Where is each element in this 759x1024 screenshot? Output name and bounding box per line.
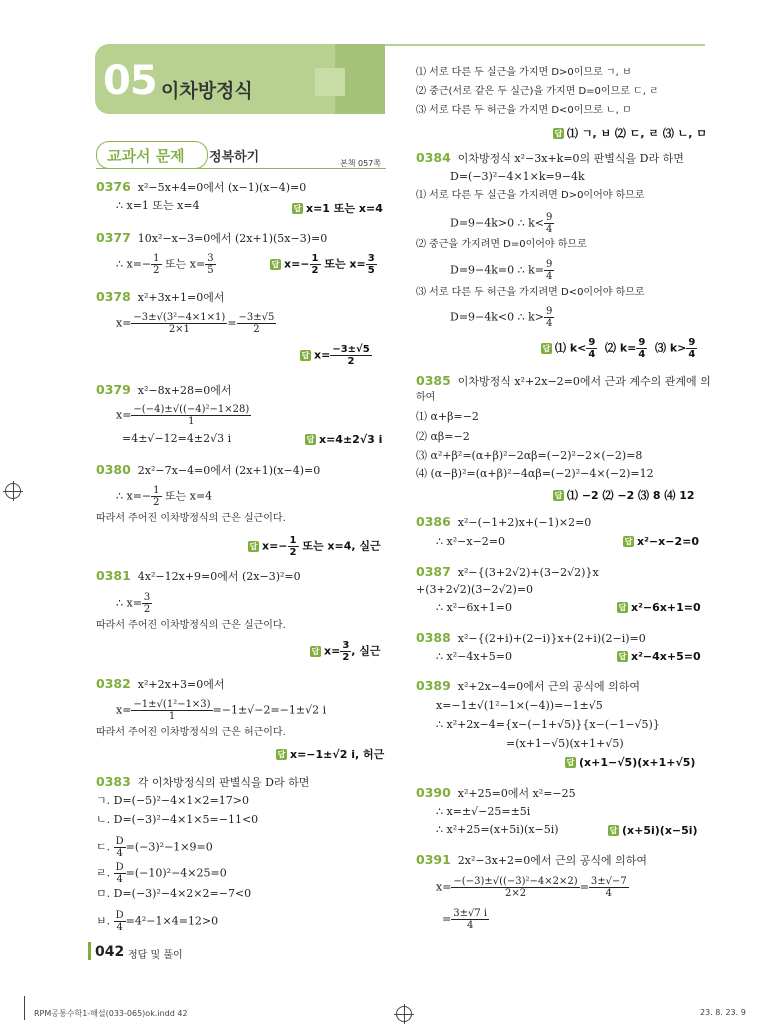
solution-line: ⑵ 중근(서로 같은 두 실근)을 가지면 D=0이므로 ㄷ, ㄹ [416,86,659,97]
answer: 답 x= $\frac{-3\pm√5}{2}$ [301,344,370,367]
answer: 답 x=−1±√2 i, 허근 [277,748,385,761]
solution-line: =(x+1−√5)(x+1+√5) [506,737,624,750]
solution-line: = $\frac{3\pm√7 i}{4}$ [442,908,488,931]
solution-line: =4±√−12=4±2√3 i [122,432,232,445]
problem-number: 0377 [96,230,131,245]
solution-line: x= $\frac{\text{−3±√(3²−4×1×1)}}{2\times 1}$ = $\frac{-3\pm√5}{2}$ [116,312,275,335]
problem-number: 0386 [416,514,451,529]
answer: 답 x²−4x+5=0 [618,650,701,663]
problem-number: 0376 [96,179,131,194]
solution-line: ㅂ. $\frac{D}{4}$ =4²−1×4=12>0 [96,910,219,933]
solution-text: 2x²−3x+2=0에서 근의 공식에 의하여 [457,854,648,867]
solution-line: ∴ x²+2x−4={x−(−1+√5)}{x−(−1−√5)} [436,718,660,731]
fraction: $\frac{9}{4}$ [546,306,553,329]
problem-line [416,853,647,868]
fraction: $\frac{3}{2}$ [143,592,151,615]
answer-icon: 답 [293,204,302,213]
solution-line: x= $\frac{\text{−1±√(1²−1×3)}}{1}$ =−1±√−2=−1±√2 i [116,699,327,722]
solution-line: D=9−4k=0 ∴ k= $\frac{9}{4}$ [450,259,553,282]
problem-line [96,290,225,305]
problem-line [96,180,306,195]
fraction: $\frac{3\pm√-7}{4}$ [590,876,627,899]
answer: 답 ⑴ −2 ⑵ −2 ⑶ 8 ⑷ 12 [554,489,695,502]
problem-number: 0389 [416,678,451,693]
solution-line: ㄱ. D=(−5)²−4×1×2=17>0 [96,794,249,807]
solution-line: ㄷ. $\frac{D}{4}$ =(−3)²−1×9=0 [96,836,213,859]
problem-line [96,231,327,246]
solution-text: 4x²−12x+9=0에서 (2x−3)²=0 [137,570,301,583]
solution-line: ⑴ 서로 다른 두 실근을 가지려면 D>0이어야 하므로 [416,190,645,201]
solution-text: 2x²−7x−4=0에서 (2x+1)(x−4)=0 [137,464,321,477]
section-header [96,141,260,169]
solution-line: ⑴ α+β=−2 [416,410,479,423]
chapter-banner [95,44,385,114]
fraction: $\frac{1}{2}$ [153,485,160,508]
answer-icon: 답 [249,541,258,551]
solution-line: ⑵ 중근을 가지려면 D=0이어야 하므로 [416,239,587,250]
problem-number: 0381 [96,568,131,583]
crop-mark [24,996,25,1020]
solution-line: ⑴ 서로 다른 두 실근을 가지면 D>0이므로 ㄱ, ㅂ [416,67,632,78]
solution-line: ∴ x=− $\frac{1}{2}$ 또는 x=4 [116,485,213,508]
solution-line: ∴ x=±√−25=±5i [436,805,531,818]
answer-icon: 답 [566,758,575,767]
answer-icon: 답 [609,826,618,835]
problem-line [96,463,320,478]
solution-line: ⑶ α²+β²=(α+β)²−2αβ=(−2)²−2×(−2)=8 [416,449,643,462]
page-label: 정답 및 풀이 [128,950,183,961]
problem-line [416,786,576,801]
answer-icon: 답 [271,259,280,269]
solution-line: ∴ x²−6x+1=0 [436,601,512,614]
chapter-number: 05 [103,58,157,104]
solution-line: x= $\frac{\text{−(−4)±√((−4)²−1×28)}}{1}$ [116,404,250,427]
answer: 답 ⑴ k< $\frac{9}{4}$ ⑵ k= $\frac{9}{4}$ ⑶ k> $\frac{9}{4}$ [542,337,696,360]
answer-icon: 답 [618,652,627,661]
solution-text: x²−8x+28=0에서 [137,384,232,397]
fraction: $\frac{3}{2}$ [342,640,350,663]
solution-line: 따라서 주어진 이차방정식의 근은 실근이다. [96,620,286,631]
fraction: $\frac{1}{2}$ [289,535,297,558]
fraction: $\frac{1}{2}$ [153,253,160,276]
fraction: $\frac{9}{4}$ [688,337,696,360]
solution-line: x= $\frac{\text{−(−3)±√((−3)²−4×2×2)}}{2\times 2}$ = $\frac{3\pm√-7}{4}$ [436,876,627,899]
fraction: $\frac{9}{4}$ [638,337,646,360]
solution-text: x²+3x+1=0에서 [137,291,225,304]
answer: 답 (x+5i)(x−5i) [609,824,698,837]
answer: 답 x=− $\frac{1}{2}$ 또는 x=4, 실근 [249,535,381,558]
solution-line: ⑷ (α−β)²=(α+β)²−4αβ=(−2)²−4×(−2)=12 [416,467,654,480]
problem-line [96,569,301,584]
answer-icon: 답 [311,646,320,656]
solution-line: ⑵ αβ=−2 [416,430,470,443]
solution-line: ∴ x=1 또는 x=4 [116,199,200,212]
answer: 답 ⑴ ㄱ, ㅂ ⑵ ㄷ, ㄹ ⑶ ㄴ, ㅁ [554,127,707,140]
page-number: 042 [95,944,125,960]
solution-line: +(3+2√2)(3−2√2)=0 [416,583,534,596]
problem-number: 0383 [96,774,131,789]
header-rule [385,44,705,46]
fraction: $\frac{D}{4}$ [115,910,124,933]
solution-line: ∴ x=− $\frac{1}{2}$ 또는 x= $\frac{3}{5}$ [116,253,214,276]
problem-line [96,677,225,692]
problem-number: 0387 [416,564,451,579]
answer-icon: 답 [618,603,627,612]
problem-line [416,374,711,389]
footer-marker [88,942,91,960]
fraction: $\frac{D}{4}$ [115,836,124,859]
solution-line: ㄹ. $\frac{D}{4}$ =(−10)²−4×25=0 [96,862,227,885]
answer: 답 x=4±2√3 i [306,433,383,446]
solution-line: ⑶ 서로 다른 두 허근을 가지려면 D<0이어야 하므로 [416,287,645,298]
solution-line: ㅁ. D=(−3)²−4×2×2=−7<0 [96,887,252,900]
banner-decoration [315,68,345,96]
solution-text: 각 이차방정식의 판별식을 D라 하면 [137,776,310,789]
fraction: $\frac{\text{−(−4)±√((−4)²−1×28)}}{1}$ [133,404,250,427]
fraction: $\frac{-3\pm√5}{2}$ [332,344,370,367]
answer-icon: 답 [554,129,563,138]
section-title: 교과서 문제 [107,147,185,165]
solution-line: 따라서 주어진 이차방정식의 근은 허근이다. [96,727,286,738]
solution-line: ∴ x²−x−2=0 [436,535,505,548]
answer: 답 x²−6x+1=0 [618,601,701,614]
solution-text: x²−{(2+i)+(2−i)}x+(2+i)(2−i)=0 [457,632,646,645]
solution-line: D=9−4k<0 ∴ k> $\frac{9}{4}$ [450,306,553,329]
answer: 답 x=− $\frac{1}{2}$ 또는 x= $\frac{3}{5}$ [271,253,375,276]
fraction: $\frac{\text{−3±√(3²−4×1×1)}}{2\times 1}$ [133,312,226,335]
problem-line [416,515,591,530]
solution-line: 따라서 주어진 이차방정식의 근은 실근이다. [96,513,286,524]
registration-mark-icon [5,483,21,499]
print-slug-right: 23. 8. 23. 9 [700,1008,746,1017]
solution-line: ∴ x²−4x+5=0 [436,650,512,663]
problem-line [416,565,599,580]
answer-icon: 답 [542,343,551,353]
solution-text: x²−{(3+2√2)+(3−2√2)}x [457,566,599,579]
registration-mark-icon [396,1006,412,1022]
problem-number: 0379 [96,382,131,397]
problem-line [416,631,646,646]
problem-line [416,151,684,166]
fraction: $\frac{\text{−1±√(1²−1×3)}}{1}$ [133,699,211,722]
problem-number: 0390 [416,785,451,800]
problem-number: 0385 [416,373,451,388]
answer: 답 x= $\frac{3}{2}$ , 실근 [311,640,381,663]
fraction: $\frac{1}{2}$ [311,253,319,276]
solution-text: 이차방정식 x²−3x+k=0의 판별식을 D라 하면 [457,152,684,165]
problem-line [416,679,640,694]
problem-number: 0388 [416,630,451,645]
problem-number: 0391 [416,852,451,867]
solution-text: x²−5x+4=0에서 (x−1)(x−4)=0 [137,181,307,194]
answer-icon: 답 [277,750,286,759]
page-reference: 본책 057쪽 [340,159,381,168]
solution-text: x²−(−1+2)x+(−1)×2=0 [457,516,592,529]
solution-text: x²+2x+3=0에서 [137,678,225,691]
answer-icon: 답 [554,491,563,500]
solution-text: 10x²−x−3=0에서 (2x+1)(5x−3)=0 [137,232,328,245]
answer: 답 (x+1−√5)(x+1+√5) [566,756,696,769]
answer-icon: 답 [624,537,633,546]
solution-text: x²+2x−4=0에서 근의 공식에 의하여 [457,680,641,693]
fraction: $\frac{3}{5}$ [207,253,214,276]
solution-line: ⑶ 서로 다른 두 허근을 가지면 D<0이므로 ㄴ, ㅁ [416,105,632,116]
problem-number: 0380 [96,462,131,477]
fraction: $\frac{D}{4}$ [115,862,124,885]
solution-line: 하여 [416,392,436,403]
answer-icon: 답 [306,435,315,444]
fraction: $\frac{9}{4}$ [546,259,553,282]
section-subtitle: 정복하기 [209,150,260,165]
solution-line: ∴ x²+25=(x+5i)(x−5i) [436,823,559,836]
solution-line: ㄴ. D=(−3)²−4×1×5=−11<0 [96,813,259,826]
solution-line: D=9−4k>0 ∴ k< $\frac{9}{4}$ [450,212,553,235]
fraction: $\frac{9}{4}$ [546,212,553,235]
solution-line: x=−1±√(1²−1×(−4))=−1±√5 [436,699,603,712]
answer: 답 x=1 또는 x=4 [293,202,383,215]
problem-number: 0382 [96,676,131,691]
fraction: $\frac{\text{−(−3)±√((−3)²−4×2×2)}}{2\times 2}$ [453,876,578,899]
solution-text: x²+25=0에서 x²=−25 [457,787,576,800]
answer-icon: 답 [301,350,310,360]
solution-line: ∴ x= $\frac{3}{2}$ [116,592,151,615]
print-slug-left: RPM공통수학1-해설(033-065)ok.indd 42 [34,1009,188,1018]
fraction: $\frac{3\pm√7 i}{4}$ [453,908,488,931]
fraction: $\frac{-3\pm√5}{2}$ [238,312,275,335]
fraction: $\frac{9}{4}$ [588,337,596,360]
problem-line [96,383,232,398]
fraction: $\frac{3}{5}$ [367,253,375,276]
problem-line [96,775,309,790]
chapter-title: 이차방정식 [161,80,253,102]
solution-text: 이차방정식 x²+2x−2=0에서 근과 계수의 관계에 의 [457,375,711,388]
problem-number: 0384 [416,150,451,165]
answer: 답 x²−x−2=0 [624,535,699,548]
problem-number: 0378 [96,289,131,304]
solution-line: D=(−3)²−4×1×k=9−4k [450,170,585,183]
